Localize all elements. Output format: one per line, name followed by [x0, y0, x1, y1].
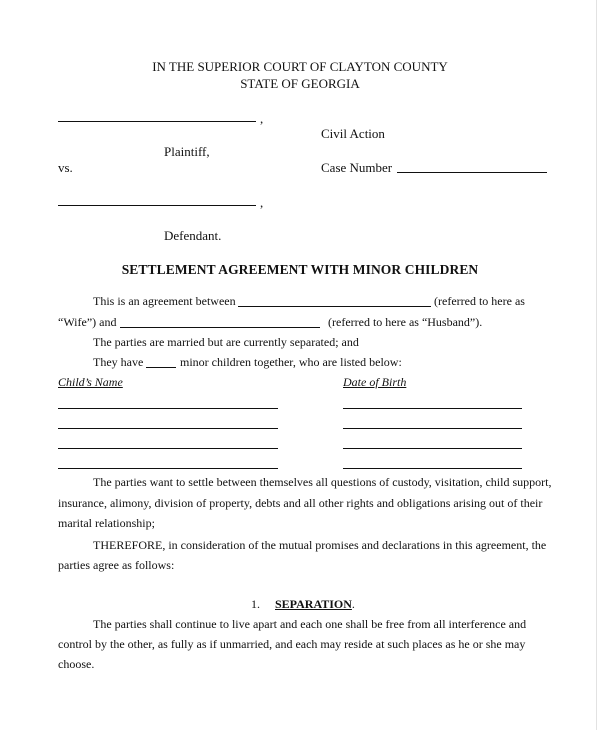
intro-line2-a: “Wife”) and — [58, 315, 117, 329]
date-of-birth-line-3[interactable] — [343, 448, 522, 449]
child-name-header: Child’s Name — [58, 375, 123, 389]
defendant-label: Defendant. — [164, 228, 222, 243]
civil-action-label: Civil Action — [321, 126, 385, 141]
section1-line3: choose. — [58, 657, 95, 671]
child-name-line-1[interactable] — [58, 408, 278, 409]
court-name: IN THE SUPERIOR COURT OF CLAYTON COUNTY — [152, 59, 448, 74]
intro-line1-a: This is an agreement between — [93, 294, 236, 308]
intro-line4-b: minor children together, who are listed below: — [180, 355, 402, 369]
children-count-line[interactable] — [146, 367, 176, 368]
wife-name-line[interactable] — [238, 306, 431, 307]
date-of-birth-header: Date of Birth — [343, 375, 407, 389]
intro-line1-b: (referred to here as — [434, 294, 525, 308]
plaintiff-name-line[interactable] — [58, 121, 256, 122]
section1-heading: SEPARATION — [275, 597, 352, 611]
intro-line2-b: (referred to here as “Husband”). — [328, 315, 483, 329]
section1-number: 1. — [251, 597, 260, 611]
defendant-comma: , — [260, 195, 264, 210]
case-number-line[interactable] — [397, 172, 547, 173]
vs-label: vs. — [58, 160, 73, 175]
intro-line4-a: They have — [93, 355, 144, 369]
document-title: SETTLEMENT AGREEMENT WITH MINOR CHILDREN — [121, 262, 479, 277]
intro-line3: The parties are married but are currently separated; and — [93, 335, 359, 349]
section1-period: . — [351, 597, 355, 611]
date-of-birth-line-1[interactable] — [343, 408, 522, 409]
state-name: STATE OF GEORGIA — [240, 76, 360, 91]
child-name-line-2[interactable] — [58, 428, 278, 429]
husband-name-line[interactable] — [120, 327, 320, 328]
section1-heading-wrap — [275, 597, 355, 612]
para1-line1: The parties want to settle between themselves all questions of custody, visitation, child support, — [93, 475, 552, 489]
section1-line1: The parties shall continue to live apart and each one shall be free from all interference and — [93, 617, 527, 631]
date-of-birth-line-2[interactable] — [343, 428, 522, 429]
para1-line3: marital relationship; — [58, 516, 155, 530]
date-of-birth-line-4[interactable] — [343, 468, 522, 469]
plaintiff-comma: , — [260, 111, 264, 126]
defendant-name-line[interactable] — [58, 205, 256, 206]
section1-line2: control by the other, as fully as if unmarried, and each may reside at such places as he or she may — [58, 637, 526, 651]
para2-line2: parties agree as follows: — [58, 558, 175, 572]
case-number-label: Case Number — [321, 160, 393, 175]
para1-line2: insurance, alimony, division of property, debts and all other rights and obligations arising out of their — [58, 496, 543, 510]
child-name-line-3[interactable] — [58, 448, 278, 449]
para2-line1: THEREFORE, in consideration of the mutual promises and declarations in this agreement, the — [93, 538, 547, 552]
plaintiff-label: Plaintiff, — [164, 144, 210, 159]
child-name-line-4[interactable] — [58, 468, 278, 469]
